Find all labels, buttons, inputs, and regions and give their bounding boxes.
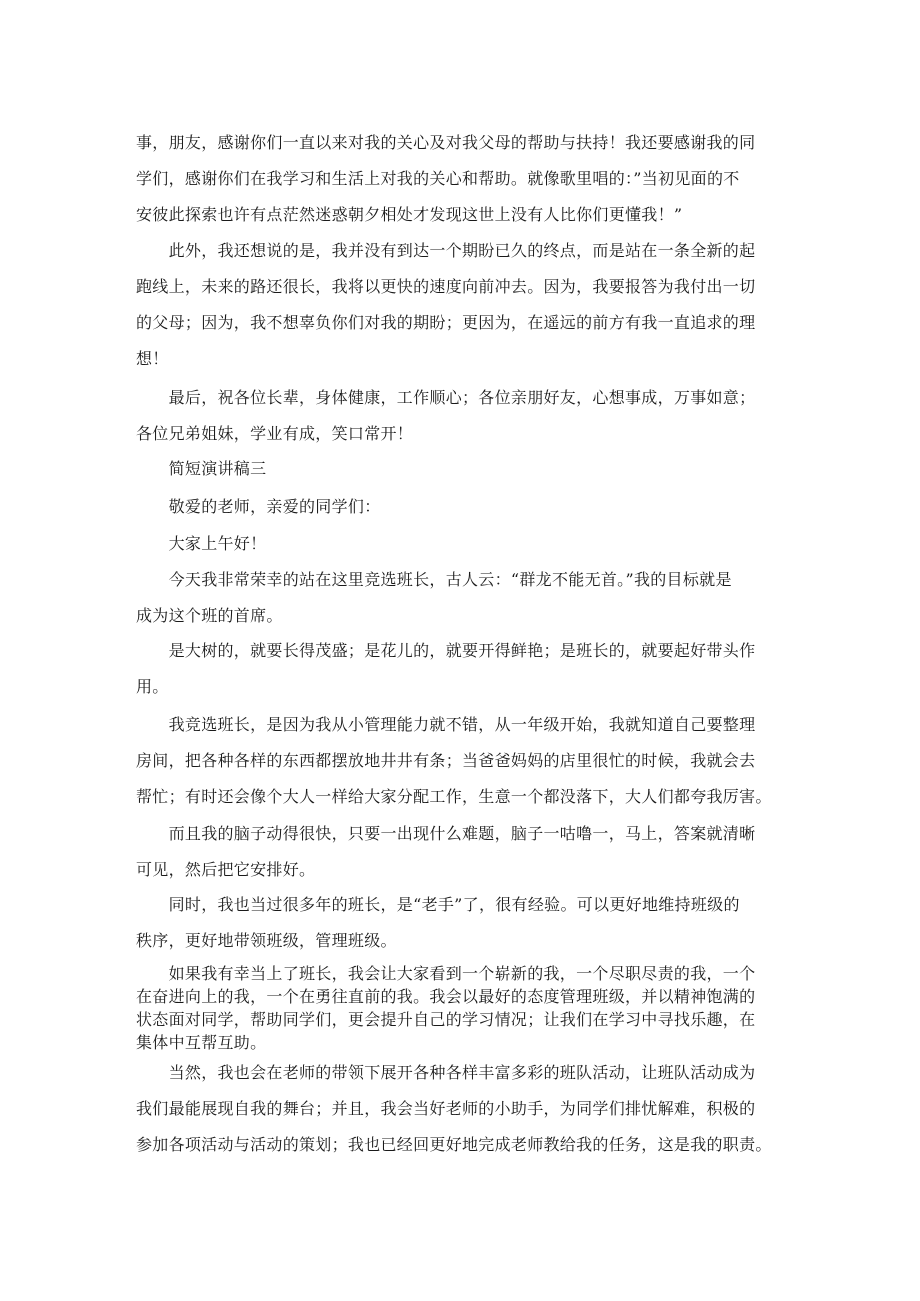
paragraph-future bbox=[136, 233, 788, 377]
text-line: 而且我的脑子动得很快，只要一出现什么难题，脑子一咕噜一，马上，答案就清晰 bbox=[136, 824, 756, 843]
text-line: 同时，我也当过很多年的班长，是“老手”了，很有经验。可以更好地维持班级的 bbox=[136, 895, 740, 914]
text-line: 在奋进向上的我，一个在勇往直前的我。我会以最好的态度管理班级，并以精神饱满的 bbox=[136, 987, 756, 1006]
text-line: 如果我有幸当上了班长，我会让大家看到一个崭新的我，一个尽职尽责的我，一个 bbox=[136, 964, 756, 983]
paragraph-wishes bbox=[136, 380, 788, 452]
text-line: 大家上午好！ bbox=[136, 534, 267, 553]
text-line: 各位兄弟姐妹，学业有成，笑口常开！ bbox=[136, 424, 414, 443]
text-line: 用。 bbox=[136, 677, 169, 696]
paragraph-experience bbox=[136, 887, 788, 959]
text-line: 状态面对同学，帮助同学们，更会提升自己的学习情况；让我们在学习中寻找乐趣，在 bbox=[136, 1010, 756, 1029]
text-line: 我们最能展现自我的舞台；并且，我会当好老师的小助手，为同学们排忧解难，积极的 bbox=[136, 1099, 756, 1118]
text-line: 的父母；因为，我不想辜负你们对我的期盼；更因为，在遥远的前方有我一直追求的理 bbox=[136, 313, 756, 332]
text-line: 秩序，更好地带领班级，管理班级。 bbox=[136, 931, 397, 950]
text-line: 学们，感谢你们在我学习和生活上对我的关心和帮助。就像歌里唱的：”当初见面的不 bbox=[136, 169, 740, 188]
text-line: 是大树的，就要长得茂盛；是花儿的，就要开得鲜艳；是班长的，就要起好带头作 bbox=[136, 641, 756, 660]
text-line: 今天我非常荣幸的站在这里竞选班长，古人云：“群龙不能无首。”我的目标就是 bbox=[136, 570, 732, 589]
text-line: 跑线上，未来的路还很长，我将以更快的速度向前冲去。因为，我要报答为我付出一切 bbox=[136, 277, 756, 296]
text-line: 当然，我也会在老师的带领下展开各种各样丰富多彩的班队活动，让班队活动成为 bbox=[136, 1063, 756, 1082]
text-line: 参加各项活动与活动的策划；我也已经回更好地完成老师教给我的任务，这是我的职责。 bbox=[136, 1135, 772, 1154]
text-line: 想！ bbox=[136, 349, 169, 368]
paragraph-activities bbox=[136, 1055, 788, 1163]
text-line: 事，朋友，感谢你们一直以来对我的关心及对我父母的帮助与扶持！我还要感谢我的同 bbox=[136, 133, 756, 152]
section-heading bbox=[136, 451, 788, 487]
paragraph-metaphor bbox=[136, 633, 788, 705]
paragraph-ability bbox=[136, 707, 788, 815]
paragraph-thanks bbox=[136, 125, 788, 233]
text-line: 成为这个班的首席。 bbox=[136, 606, 283, 625]
text-line: 可见，然后把它安排好。 bbox=[136, 860, 316, 879]
text-line: 我竞选班长，是因为我从小管理能力就不错，从一年级开始，我就知道自己要整理 bbox=[136, 715, 756, 734]
paragraph-quick-thinking bbox=[136, 816, 788, 888]
heading-text: 简短演讲稿三 bbox=[136, 459, 267, 478]
greeting bbox=[136, 526, 788, 562]
text-line: 房间，把各种各样的东西都摆放地井井有条；当爸爸妈妈的店里很忙的时候，我就会去 bbox=[136, 751, 756, 770]
text-line: 最后，祝各位长辈，身体健康，工作顺心；各位亲朋好友，心想事成，万事如意； bbox=[136, 388, 756, 407]
text-line: 安彼此探索也许有点茫然迷惑朝夕相处才发现这世上没有人比你们更懂我！” bbox=[136, 205, 683, 224]
text-line: 此外，我还想说的是，我并没有到达一个期盼已久的终点，而是站在一条全新的起 bbox=[136, 241, 756, 260]
text-line: 帮忙；有时还会像个大人一样给大家分配工作，生意一个都没落下，大人们都夸我厉害。 bbox=[136, 787, 772, 806]
paragraph-intro bbox=[136, 562, 788, 634]
text-line: 集体中互帮互助。 bbox=[136, 1033, 267, 1052]
salutation bbox=[136, 489, 788, 525]
paragraph-promise bbox=[136, 962, 788, 1054]
text-line: 敬爱的老师，亲爱的同学们： bbox=[136, 497, 381, 516]
